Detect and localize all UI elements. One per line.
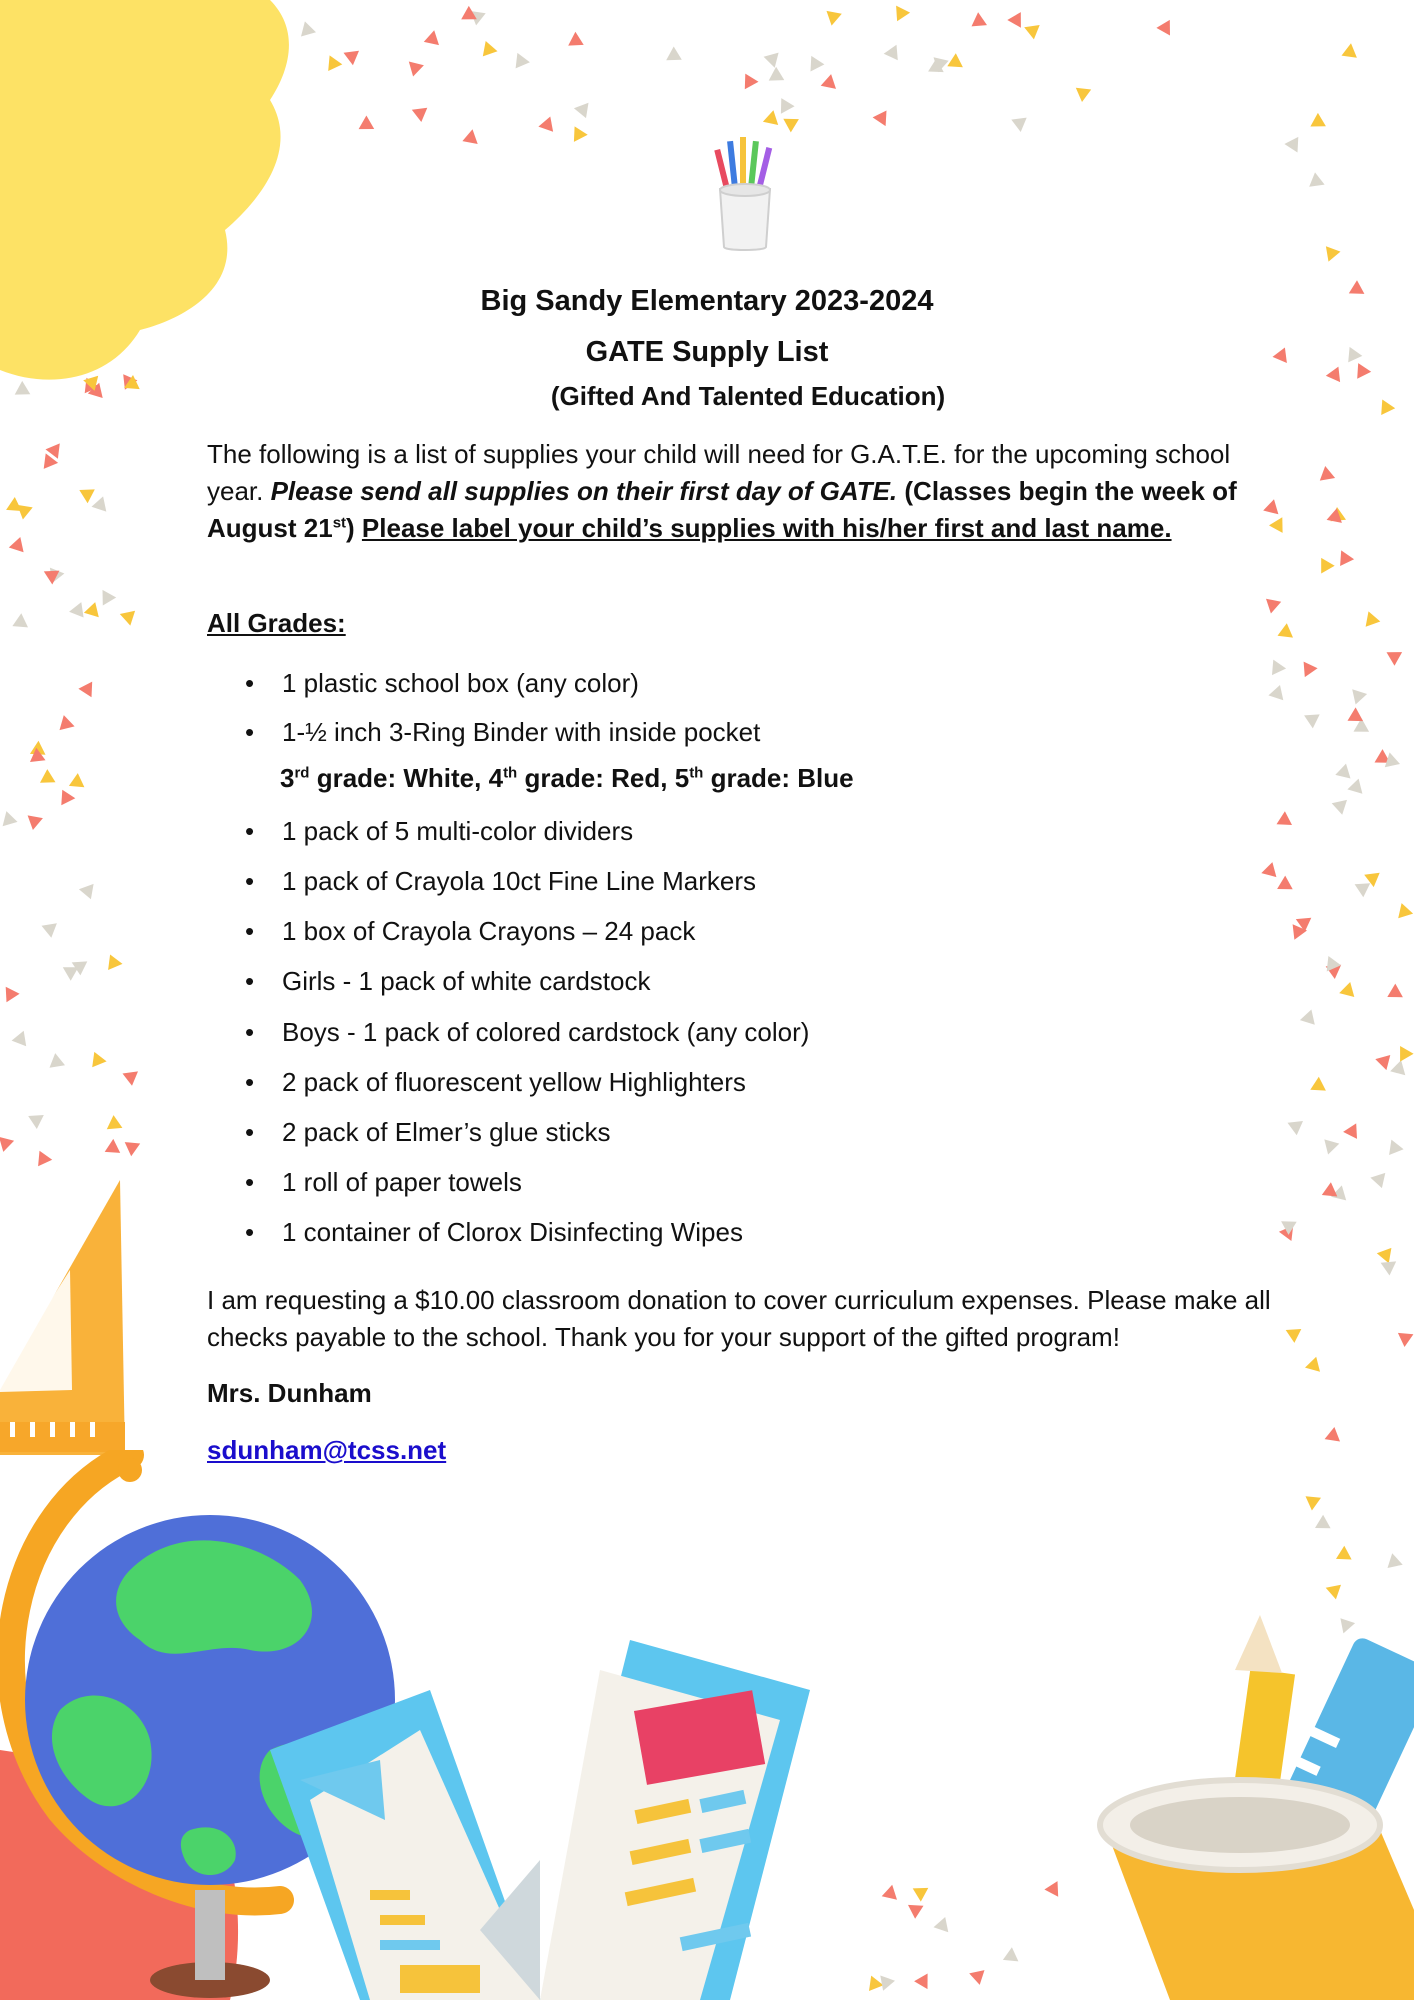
list-bullet: • <box>245 1117 255 1147</box>
grade-5-color: grade: Blue <box>703 763 854 793</box>
list-item: 1 pack of Crayola 10ct Fine Line Markers <box>282 866 756 896</box>
page-subtitle-2: (Gifted And Talented Education) <box>550 381 946 411</box>
intro-classes-begin: (Classes begin the week of August 21 <box>207 476 1237 543</box>
list-item: 1-½ inch 3-Ring Binder with inside pocket <box>282 717 761 747</box>
intro-emphasis: Please send all supplies on their first day of GATE. <box>270 476 898 506</box>
list-bullet: • <box>245 1067 255 1097</box>
grade-3-number: 3 <box>280 763 295 793</box>
donation-note: I am requesting a $10.00 classroom donation to cover curriculum expenses. Please make all checks payable to the school. Thank you for your support of the gifted program! <box>207 1285 1271 1352</box>
list-item: 2 pack of fluorescent yellow Highlighters <box>282 1067 746 1097</box>
list-bullet: • <box>245 717 255 747</box>
grade-4-ordinal: th <box>503 764 518 782</box>
list-bullet: • <box>245 1017 255 1047</box>
intro-label-note: Please label your child’s supplies with his/her first and last name. <box>361 513 1172 543</box>
signature: Mrs. Dunham <box>207 1378 372 1408</box>
list-item: 1 box of Crayola Crayons – 24 pack <box>282 916 696 946</box>
pencil-cup-icon <box>712 135 778 253</box>
list-item: 1 pack of 5 multi-color dividers <box>282 816 634 846</box>
grade-4-color: grade: Red, <box>517 763 675 793</box>
page-subtitle: GATE Supply List <box>585 336 829 368</box>
grade-3-ordinal: rd <box>294 764 310 782</box>
binder-color-note <box>280 760 854 796</box>
list-item: 1 container of Clorox Disinfecting Wipes <box>282 1217 743 1247</box>
list-bullet: • <box>245 866 255 896</box>
grade-3-color: grade: White, <box>309 763 489 793</box>
list-bullet: • <box>245 916 255 946</box>
intro-ordinal: st <box>332 514 347 532</box>
email-link[interactable]: sdunham@tcss.net <box>207 1435 447 1465</box>
intro-text: The following is a list of supplies your child will need for G.A.T.E. for the upcoming school year. <box>207 439 1231 506</box>
intro-close-paren: ) <box>346 513 362 543</box>
list-bullet: • <box>245 668 255 698</box>
list-item: Boys - 1 pack of colored cardstock (any color) <box>282 1017 810 1047</box>
list-item: 1 plastic school box (any color) <box>282 668 639 698</box>
grade-4-number: 4 <box>488 763 504 793</box>
page-title: Big Sandy Elementary 2023-2024 <box>480 285 934 317</box>
section-heading: All Grades: <box>207 608 346 638</box>
list-item: 2 pack of Elmer’s glue sticks <box>282 1117 611 1147</box>
grade-5-ordinal: th <box>689 764 704 782</box>
list-bullet: • <box>245 816 255 846</box>
list-item: Girls - 1 pack of white cardstock <box>282 966 651 996</box>
list-item: 1 roll of paper towels <box>282 1167 522 1197</box>
grade-5-number: 5 <box>674 763 690 793</box>
list-bullet: • <box>245 1217 255 1247</box>
list-bullet: • <box>245 966 255 996</box>
list-bullet: • <box>245 1167 255 1197</box>
intro-paragraph <box>207 436 1277 547</box>
